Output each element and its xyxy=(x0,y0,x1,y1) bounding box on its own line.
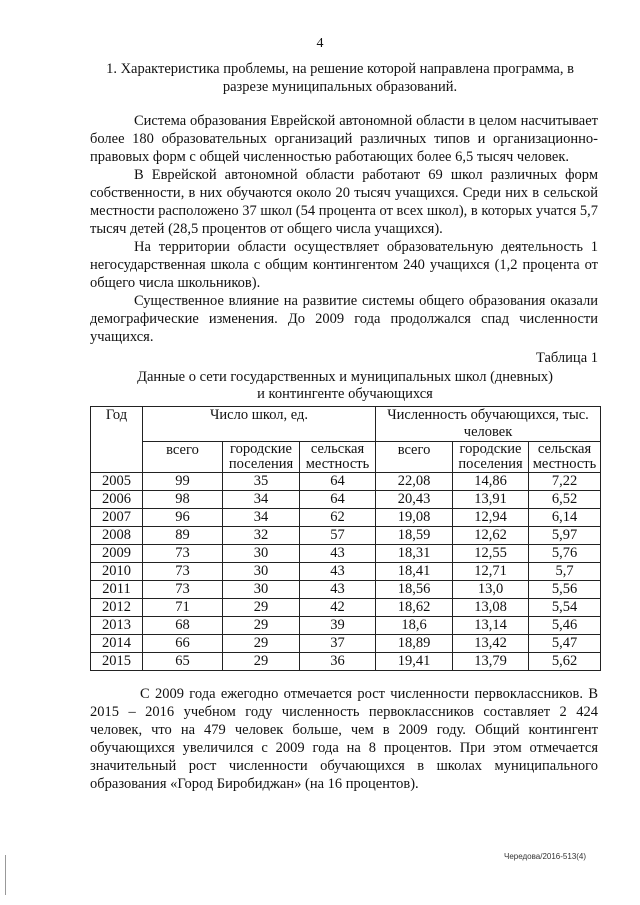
value-cell: 30 xyxy=(223,545,300,563)
value-cell: 13,42 xyxy=(453,635,529,653)
value-cell: 39 xyxy=(300,617,376,635)
intro-text xyxy=(90,112,598,346)
sub-header-urban: городские поселения xyxy=(223,442,300,473)
year-cell: 2014 xyxy=(91,635,143,653)
value-cell: 73 xyxy=(143,545,223,563)
year-cell: 2010 xyxy=(91,563,143,581)
value-cell: 22,08 xyxy=(376,473,453,491)
value-cell: 43 xyxy=(300,581,376,599)
value-cell: 18,31 xyxy=(376,545,453,563)
page-number: 4 xyxy=(316,36,324,51)
value-cell: 68 xyxy=(143,617,223,635)
year-cell: 2008 xyxy=(91,527,143,545)
value-cell: 98 xyxy=(143,491,223,509)
table-row xyxy=(91,527,601,545)
value-cell: 18,89 xyxy=(376,635,453,653)
value-cell: 7,22 xyxy=(529,473,601,491)
value-cell: 30 xyxy=(223,563,300,581)
value-cell: 96 xyxy=(143,509,223,527)
value-cell: 64 xyxy=(300,473,376,491)
year-cell: 2005 xyxy=(91,473,143,491)
value-cell: 13,0 xyxy=(453,581,529,599)
outro-text xyxy=(90,685,598,793)
table-row xyxy=(91,509,601,527)
value-cell: 13,08 xyxy=(453,599,529,617)
table-header-row xyxy=(91,407,601,442)
value-cell: 73 xyxy=(143,563,223,581)
value-cell: 12,62 xyxy=(453,527,529,545)
value-cell: 62 xyxy=(300,509,376,527)
value-cell: 18,59 xyxy=(376,527,453,545)
value-cell: 71 xyxy=(143,599,223,617)
paragraph: С 2009 года ежегодно отмечается рост численности первоклассников. В 2015 – 2016 учебном году численность первоклассников составляет 2 424 человек, что на 479 человек больше, чем в 2009 году. Общий контингент обучающихся увеличился с 2009 года на 8 процентов. При этом отмечается значительный рост численности обучающихся в школах муниципального образования «Город Биробиджан» (на 16 процентов). xyxy=(90,686,598,792)
value-cell: 19,41 xyxy=(376,653,453,671)
year-cell: 2015 xyxy=(91,653,143,671)
value-cell: 6,52 xyxy=(529,491,601,509)
table-label: Таблица 1 xyxy=(535,350,598,366)
footer-code: Чередова/2016-513(4) xyxy=(504,852,587,861)
value-cell: 12,71 xyxy=(453,563,529,581)
value-cell: 13,79 xyxy=(453,653,529,671)
value-cell: 5,76 xyxy=(529,545,601,563)
table-row xyxy=(91,617,601,635)
schools-table xyxy=(90,406,601,671)
value-cell: 5,62 xyxy=(529,653,601,671)
value-cell: 18,56 xyxy=(376,581,453,599)
col-year-header: Год xyxy=(91,407,143,473)
table-row xyxy=(91,653,601,671)
sub-header-urban: городские поселения xyxy=(453,442,529,473)
section-heading: 1. Характеристика проблемы, на решение которой направлена программа, в разрезе муниципальных образований. xyxy=(106,61,574,95)
table-row xyxy=(91,473,601,491)
year-cell: 2009 xyxy=(91,545,143,563)
value-cell: 19,08 xyxy=(376,509,453,527)
value-cell: 12,55 xyxy=(453,545,529,563)
paragraph: Система образования Еврейской автономной области в целом насчитывает более 180 образовательных организаций различных типов и организационно-правовых форм с общей численностью работающих более 6,5 тысяч человек. xyxy=(90,113,598,165)
paragraph: Существенное влияние на развитие системы общего образования оказали демографические изменения. До 2009 года продолжался спад численности учащихся. xyxy=(90,293,598,345)
value-cell: 36 xyxy=(300,653,376,671)
year-cell: 2012 xyxy=(91,599,143,617)
value-cell: 89 xyxy=(143,527,223,545)
value-cell: 73 xyxy=(143,581,223,599)
value-cell: 57 xyxy=(300,527,376,545)
value-cell: 43 xyxy=(300,545,376,563)
table-row xyxy=(91,545,601,563)
sub-header-total: всего xyxy=(143,442,223,473)
year-cell: 2013 xyxy=(91,617,143,635)
value-cell: 18,62 xyxy=(376,599,453,617)
students-group-header: Численность обучающихся, тыс. человек xyxy=(376,407,601,442)
value-cell: 35 xyxy=(223,473,300,491)
sub-header-total: всего xyxy=(376,442,453,473)
value-cell: 5,7 xyxy=(529,563,601,581)
table-caption xyxy=(90,369,600,403)
value-cell: 99 xyxy=(143,473,223,491)
value-cell: 13,91 xyxy=(453,491,529,509)
sub-header-rural: сельская местность xyxy=(529,442,601,473)
value-cell: 32 xyxy=(223,527,300,545)
table-body xyxy=(91,473,601,671)
schools-group-header: Число школ, ед. xyxy=(143,407,376,442)
value-cell: 13,14 xyxy=(453,617,529,635)
value-cell: 18,41 xyxy=(376,563,453,581)
table-caption-line: и контингенте обучающихся xyxy=(257,386,433,402)
year-cell: 2006 xyxy=(91,491,143,509)
value-cell: 30 xyxy=(223,581,300,599)
value-cell: 5,56 xyxy=(529,581,601,599)
value-cell: 29 xyxy=(223,617,300,635)
value-cell: 65 xyxy=(143,653,223,671)
value-cell: 29 xyxy=(223,653,300,671)
value-cell: 29 xyxy=(223,635,300,653)
table-caption-line: Данные о сети государственных и муниципальных школ (дневных) xyxy=(137,369,553,385)
value-cell: 43 xyxy=(300,563,376,581)
value-cell: 14,86 xyxy=(453,473,529,491)
value-cell: 5,97 xyxy=(529,527,601,545)
year-cell: 2007 xyxy=(91,509,143,527)
paragraph: На территории области осуществляет образовательную деятельность 1 негосударственная школа с общим контингентом 240 учащихся (1,2 процента от общего числа школьников). xyxy=(90,239,598,291)
value-cell: 12,94 xyxy=(453,509,529,527)
table-subheader-row xyxy=(91,442,601,473)
value-cell: 18,6 xyxy=(376,617,453,635)
value-cell: 66 xyxy=(143,635,223,653)
value-cell: 5,54 xyxy=(529,599,601,617)
paragraph: В Еврейской автономной области работают 69 школ различных форм собственности, в них обучаются около 20 тысяч учащихся. Среди них в сельской местности расположено 37 школ (54 процента от всех школ), в которых учатся 5,7 тысяч детей (28,5 процентов от общего числа учащихся). xyxy=(90,167,598,237)
margin-mark xyxy=(5,855,6,895)
value-cell: 29 xyxy=(223,599,300,617)
value-cell: 20,43 xyxy=(376,491,453,509)
value-cell: 64 xyxy=(300,491,376,509)
table-row xyxy=(91,635,601,653)
table-row xyxy=(91,599,601,617)
value-cell: 6,14 xyxy=(529,509,601,527)
value-cell: 34 xyxy=(223,491,300,509)
table-row xyxy=(91,581,601,599)
table-row xyxy=(91,491,601,509)
value-cell: 5,47 xyxy=(529,635,601,653)
value-cell: 5,46 xyxy=(529,617,601,635)
value-cell: 37 xyxy=(300,635,376,653)
year-cell: 2011 xyxy=(91,581,143,599)
value-cell: 42 xyxy=(300,599,376,617)
table-row xyxy=(91,563,601,581)
sub-header-rural: сельская местность xyxy=(300,442,376,473)
value-cell: 34 xyxy=(223,509,300,527)
